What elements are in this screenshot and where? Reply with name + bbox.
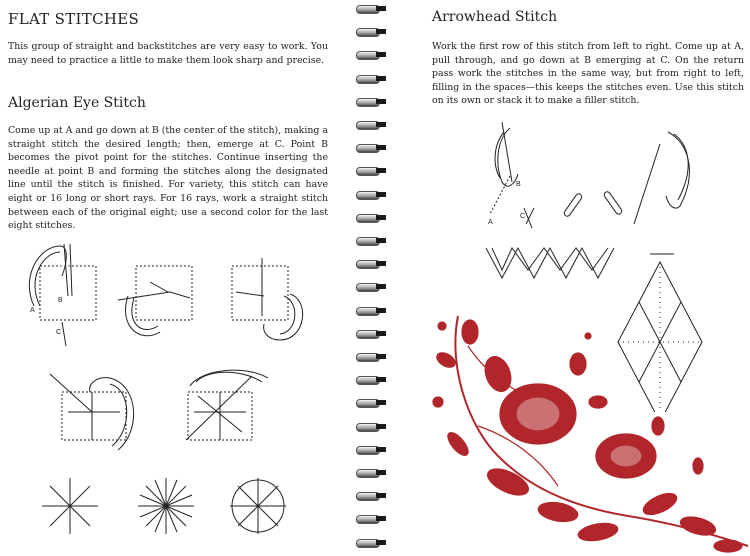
binding-coil xyxy=(356,398,392,408)
binding-coil xyxy=(356,166,392,176)
binding-coil xyxy=(356,445,392,455)
label-b: B xyxy=(58,297,63,304)
binding-coil xyxy=(356,468,392,478)
arrowhead-title: Arrowhead Stitch xyxy=(432,9,558,25)
binding-coil xyxy=(356,491,392,501)
left-page xyxy=(0,0,350,556)
binding-coil xyxy=(356,143,392,153)
binding-coil xyxy=(356,422,392,432)
binding-coil xyxy=(356,375,392,385)
binding-coil xyxy=(356,4,392,14)
binding-coil xyxy=(356,97,392,107)
label-a: A xyxy=(30,307,35,314)
binding-coil xyxy=(356,50,392,60)
binding-coil xyxy=(356,306,392,316)
binding-coil xyxy=(356,120,392,130)
binding-coil xyxy=(356,329,392,339)
right-page xyxy=(398,0,750,556)
binding-coil xyxy=(356,282,392,292)
label-b: B xyxy=(516,181,521,188)
binding-coil xyxy=(356,514,392,524)
binding-coil xyxy=(356,213,392,223)
algerian-eye-instructions: Come up at A and go down at B (the center of the stitch), making a straight stitch the desired length; then, emerge at C. Point B becomes the pivot point for the stitches. Continue inserting the needle at point B and forming the stitches along the designated line until the stitch is finished. For variety, this stitch can have eight or 16 long or short rays. For 16 rays, work a straight stitch between each of the original eight; use a second color for the last eight stitches. xyxy=(8,125,328,232)
binding-coil xyxy=(356,190,392,200)
floral-illustration xyxy=(398,306,750,556)
arrowhead-instructions: Work the first row of this stitch from left to right. Come up at A, pull through, and go down at B emerging at C. On the return pass work the stitches in the same way, but from right to left, filling in the spaces—this keeps the stitches even. Use this stitch on its own or stack it to make a filler stitch. xyxy=(432,41,744,107)
label-a: A xyxy=(488,219,493,226)
algerian-eye-title: Algerian Eye Stitch xyxy=(8,95,146,111)
binding-coil xyxy=(356,538,392,548)
binding-coil xyxy=(356,236,392,246)
intro-paragraph: This group of straight and backstitches are very easy to work. You may need to practice a little to make them look sharp and precise. xyxy=(8,41,328,66)
label-c: C xyxy=(520,213,526,220)
binding-coil xyxy=(356,259,392,269)
label-c: C xyxy=(56,329,62,336)
section-title: FLAT STITCHES xyxy=(8,10,140,28)
algerian-eye-diagrams xyxy=(0,236,350,556)
binding-coil xyxy=(356,27,392,37)
binding-coil xyxy=(356,352,392,362)
binding-coil xyxy=(356,74,392,84)
